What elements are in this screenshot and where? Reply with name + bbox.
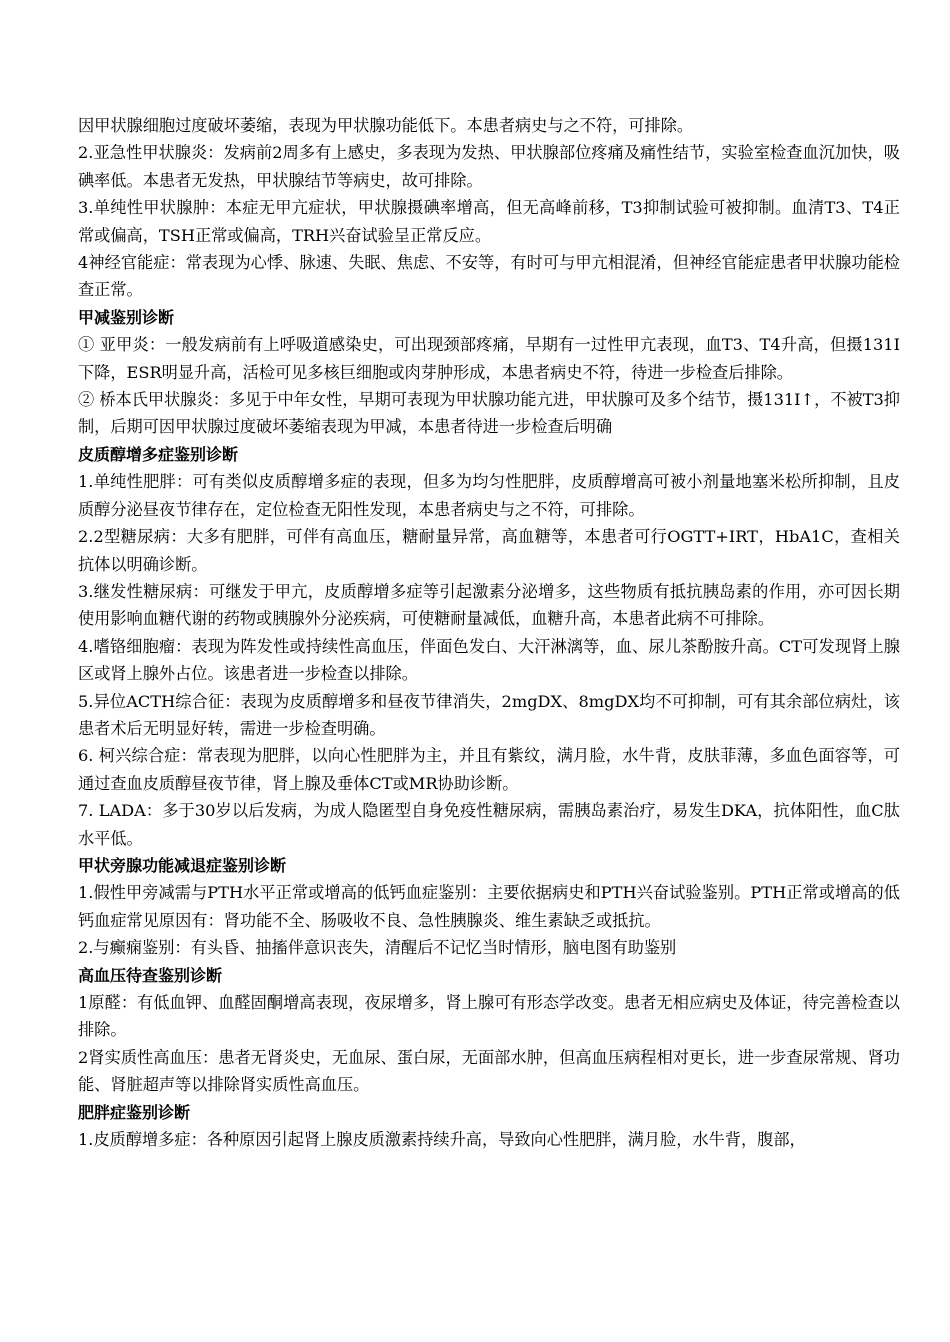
paragraph-pheochromocytoma: 4.嗜铬细胞瘤：表现为阵发性或持续性高血压，伴面色发白、大汗淋漓等，血、尿儿茶酚胺升高。CT可发现肾上腺区或肾上腺外占位。该患者进一步检查以排除。 (78, 636, 900, 684)
heading-hypoparathyroid-differential: 甲状旁腺功能减退症鉴别诊断 (78, 855, 287, 875)
paragraph-ectopic-acth: 5.异位ACTH综合征：表现为皮质醇增多和昼夜节律消失，2mgDX、8mgDX均不可抑制，可有其余部位病灶，该患者术后无明显好转，需进一步检查明确。 (78, 691, 900, 738)
paragraph-type2-diabetes: 2.2型糖尿病：大多有肥胖，可伴有高血压，糖耐量异常，高血糖等，本患者可行OGTT+IRT，HbA1C，查相关抗体以明确诊断。 (78, 527, 900, 574)
paragraph-simple-obesity: 1.单纯性肥胖：可有类似皮质醇增多症的表现，但多为均匀性肥胖，皮质醇增高可被小剂量地塞米松所抑制，且皮质醇分泌昼夜节律存在，定位检查无阳性发现，本患者病史与之不符，可排除。 (78, 472, 900, 519)
paragraph-cushing-syndrome: 6. 柯兴综合症：常表现为肥胖，以向心性肥胖为主，并且有紫纹，满月脸，水牛背，皮肤菲薄，多血色面容等，可通过查血皮质醇昼夜节律，肾上腺及垂体CT或MR协助诊断。 (78, 746, 900, 793)
paragraph-primary-aldosteronism: 1原醛：有低血钾、血醛固酮增高表现，夜尿增多，肾上腺可有形态学改变。患者无相应病史及体证，待完善检查以排除。 (78, 993, 900, 1040)
heading-cushing-differential: 皮质醇增多症鉴别诊断 (78, 444, 239, 464)
paragraph-subacute-thyroiditis-hypo: ① 亚甲炎：一般发病前有上呼吸道感染史，可出现颈部疼痛，早期有一过性甲亢表现，血T3、T4升高，但摄131I下降，ESR明显升高，活检可见多核巨细胞或肉芽肿形成，本患者病史不符，待进一步检查后排除。 (78, 335, 900, 382)
heading-hypothyroid-differential: 甲减鉴别诊断 (78, 307, 175, 327)
paragraph-subacute-thyroiditis: 2.亚急性甲状腺炎：发病前2周多有上感史，多表现为发热、甲状腺部位疼痛及痛性结节，实验室检查血沉加快，吸碘率低。本患者无发热，甲状腺结节等病史，故可排除。 (78, 143, 900, 190)
paragraph-hashimoto: ② 桥本氏甲状腺炎：多见于中年女性，早期可表现为甲状腺功能亢进，甲状腺可及多个结节，摄131I↑，不被T3抑制，后期可因甲状腺过度破坏萎缩表现为甲减，本患者待进一步检查后明确 (78, 390, 900, 437)
paragraph-secondary-diabetes: 3.继发性糖尿病：可继发于甲亢，皮质醇增多症等引起激素分泌增多，这些物质有抵抗胰岛素的作用，亦可因长期使用影响血糖代谢的药物或胰腺外分泌疾病，可使糖耐量减低，血糖升高，本患者此病不可排除。 (78, 581, 900, 629)
paragraph-lada: 7. LADA：多于30岁以后发病，为成人隐匿型自身免疫性糖尿病，需胰岛素治疗，易发生DKA，抗体阳性，血C肽水平低。 (78, 801, 900, 848)
paragraph-simple-goiter: 3.单纯性甲状腺肿：本症无甲亢症状，甲状腺摄碘率增高，但无高峰前移，T3抑制试验可被抑制。血清T3、T4正常或偏高，TSH正常或偏高，TRH兴奋试验呈正常反应。 (78, 198, 900, 245)
paragraph-neurosis: 4神经官能症：常表现为心悸、脉速、失眠、焦虑、不安等，有时可与甲亢相混淆，但神经官能症患者甲状腺功能检查正常。 (78, 253, 900, 300)
paragraph-pseudohypoparathyroidism: 1.假性甲旁减需与PTH水平正常或增高的低钙血症鉴别：主要依据病史和PTH兴奋试验鉴别。PTH正常或增高的低钙血症常见原因有：肾功能不全、肠吸收不良、急性胰腺炎、维生素缺乏或抵抗。 (78, 883, 900, 930)
heading-hypertension-differential: 高血压待查鉴别诊断 (78, 965, 223, 985)
paragraph-hyperthyroid-tail: 因甲状腺细胞过度破坏萎缩，表现为甲状腺功能低下。本患者病史与之不符，可排除。 (78, 116, 694, 135)
document-page (78, 112, 900, 1153)
heading-obesity-differential: 肥胖症鉴别诊断 (78, 1102, 191, 1122)
paragraph-epilepsy: 2.与癫痫鉴别：有头昏、抽搐伴意识丧失，清醒后不记忆当时情形，脑电图有助鉴别 (78, 938, 677, 958)
paragraph-renal-hypertension: 2肾实质性高血压：患者无肾炎史，无血尿、蛋白尿，无面部水肿，但高血压病程相对更长，进一步查尿常规、肾功能、肾脏超声等以排除肾实质性高血压。 (78, 1047, 900, 1095)
paragraph-hypercortisolism: 1.皮质醇增多症：各种原因引起肾上腺皮质激素持续升高，导致向心性肥胖，满月脸，水牛背，腹部， (78, 1130, 806, 1150)
